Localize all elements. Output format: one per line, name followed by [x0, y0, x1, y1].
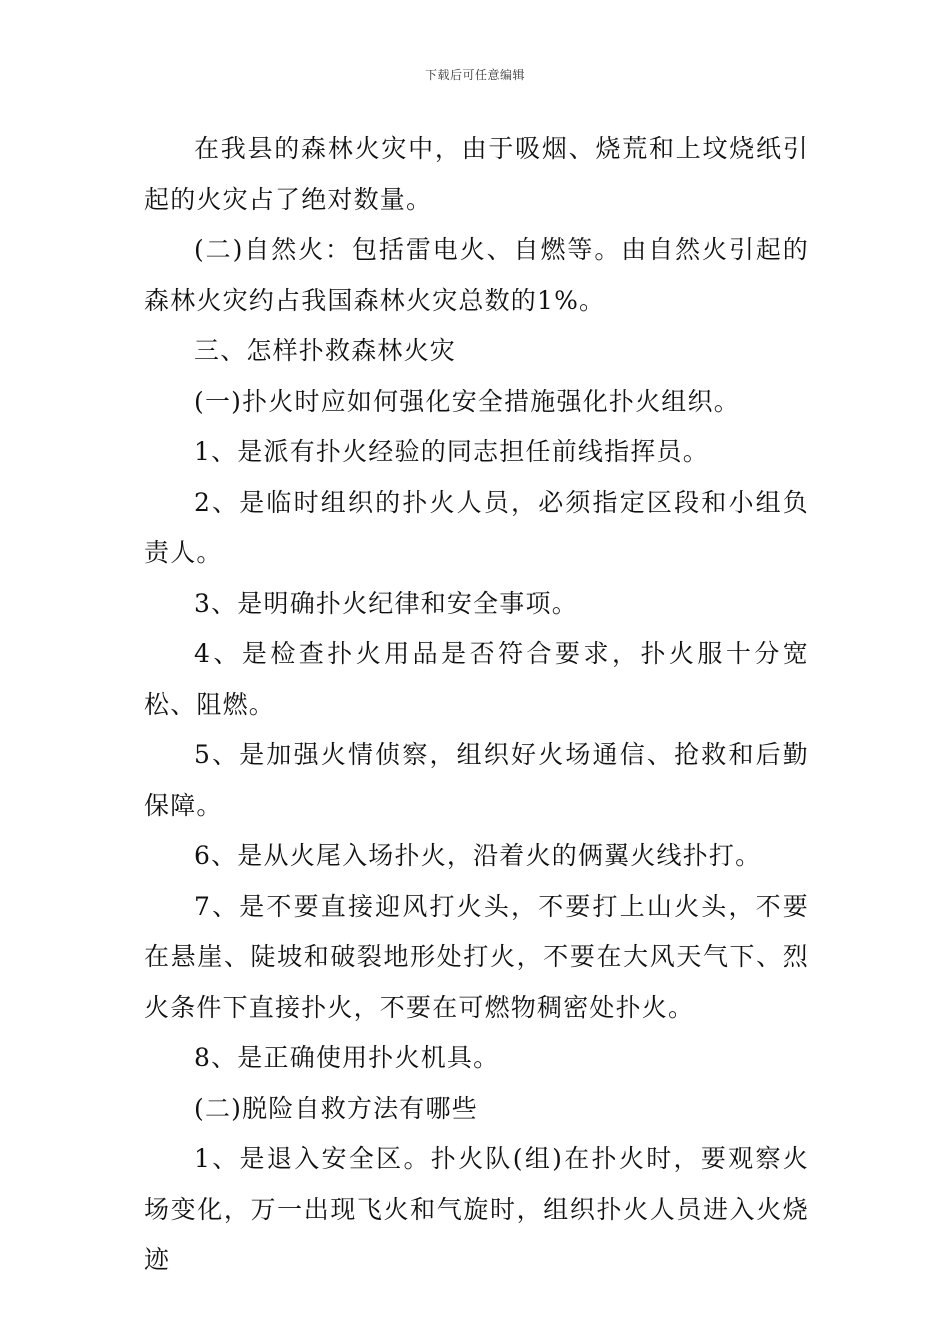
paragraph: 在我县的森林火灾中，由于吸烟、烧荒和上坟烧纸引起的火灾占了绝对数量。 — [144, 134, 809, 214]
list-item: 3、是明确扑火纪律和安全事项。 — [194, 588, 578, 618]
section-heading: 三、怎样扑救森林火灾 — [194, 336, 457, 365]
list-item: 6、是从火尾入场扑火，沿着火的俩翼火线扑打。 — [194, 841, 762, 870]
list-item: 4、是检查扑火用品是否符合要求，扑火服十分宽松、阻燃。 — [144, 639, 809, 719]
list-item: 8、是正确使用扑火机具。 — [194, 1043, 500, 1072]
paragraph: (二)自然火：包括雷电火、自燃等。由自然火引起的森林火灾约占我国森林火灾总数的1%。 — [144, 235, 809, 315]
list-item: 5、是加强火情侦察，组织好火场通信、抢救和后勤保障。 — [144, 740, 809, 820]
list-item: 1、是派有扑火经验的同志担任前线指挥员。 — [194, 437, 709, 466]
list-item: 2、是临时组织的扑火人员，必须指定区段和小组负责人。 — [144, 487, 809, 567]
page-header: 下载后可任意编辑 — [424, 68, 525, 82]
list-item: 7、是不要直接迎风打火头，不要打上山火头，不要在悬崖、陡坡和破裂地形处打火，不要在大风天气下、烈火条件下直接扑火，不要在可燃物稠密处扑火。 — [144, 891, 809, 1022]
document-body — [144, 124, 809, 1286]
subsection-heading: (二)脱险自救方法有哪些 — [194, 1093, 478, 1123]
list-item: 1、是退入安全区。扑火队(组)在扑火时，要观察火场变化，万一出现飞火和气旋时，组织扑火人员进入火烧迹 — [144, 1144, 809, 1274]
subsection-heading: (一)扑火时应如何强化安全措施强化扑火组织。 — [194, 386, 740, 416]
